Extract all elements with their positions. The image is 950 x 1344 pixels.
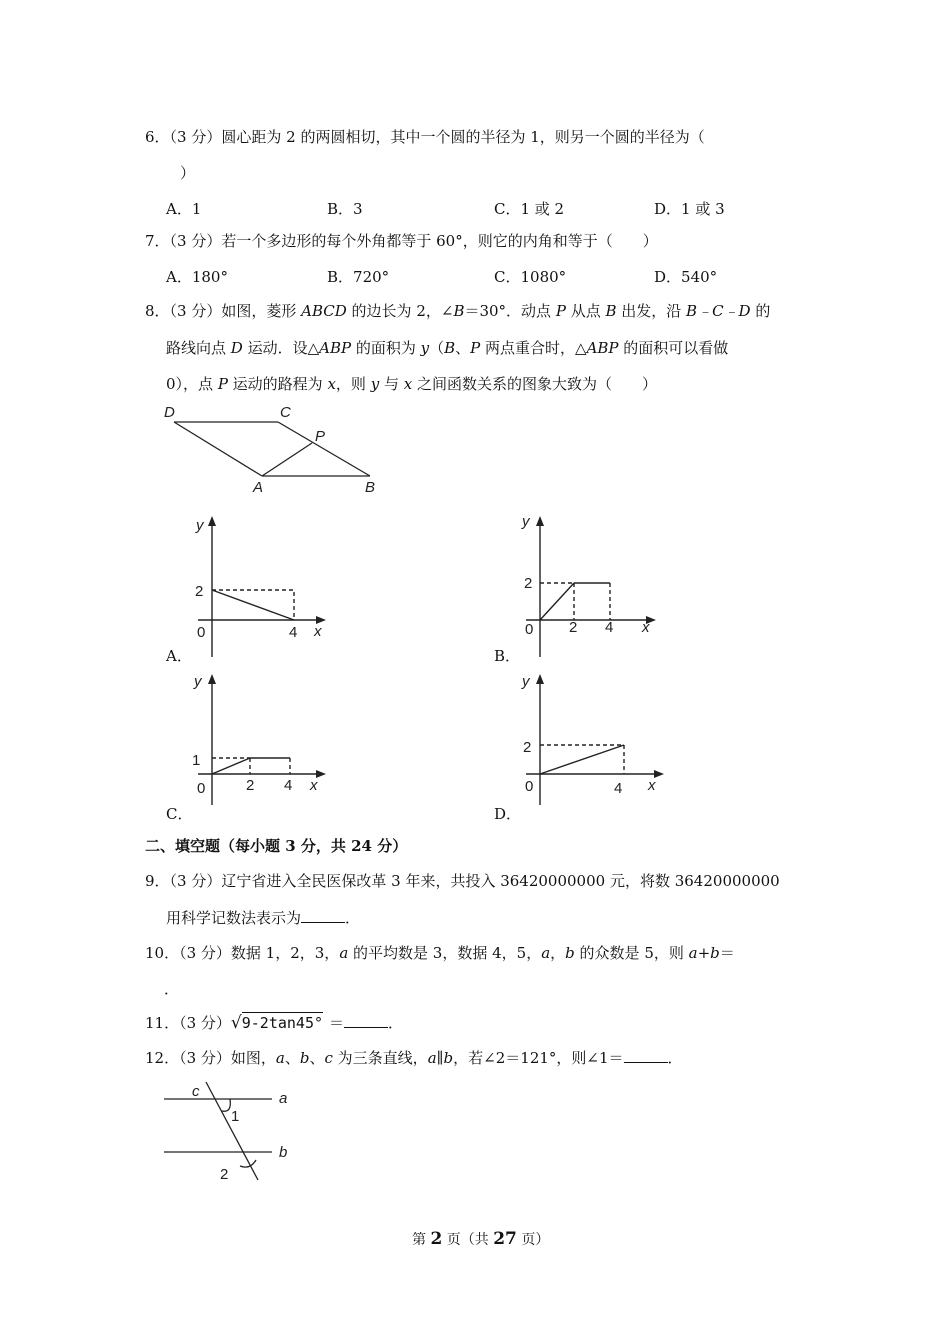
y-label: y	[522, 513, 530, 530]
var: a+b	[688, 944, 720, 962]
angle-2-label: 2	[220, 1166, 229, 1183]
radical-expression: 9-2tan45°	[241, 1014, 324, 1032]
label-a: A	[253, 479, 264, 496]
total-pages: 27	[493, 1229, 517, 1249]
q6-option-b: B．3	[327, 200, 363, 218]
q8-text: 从点	[565, 302, 606, 320]
q10-text: （3 分）数据 1，2，3，	[179, 944, 340, 962]
q9-end: ．	[345, 909, 361, 927]
var: a	[275, 1049, 285, 1067]
q8-text: 运动的路程为	[227, 375, 328, 393]
q8-text: 的	[750, 302, 771, 320]
label-b: b	[279, 1144, 288, 1161]
q8-text: 运动．设△	[242, 339, 320, 357]
var: c	[324, 1049, 333, 1067]
q11-text: ＝	[329, 1014, 345, 1032]
q7-option-a: A．180°	[166, 268, 228, 286]
graph-option-a: A．	[166, 647, 192, 665]
q10-line	[145, 943, 735, 963]
q8-text: 之间函数关系的图象大致为（ ）	[412, 375, 657, 393]
q10-text: 的平均数是 3，数据 4，5，	[348, 944, 542, 962]
origin-label: 0	[197, 780, 206, 797]
q8-text: 出发，沿	[616, 302, 687, 320]
q9-line1	[145, 871, 780, 891]
footer-text: 页）	[516, 1232, 550, 1248]
tick-2x: 2	[569, 619, 578, 636]
var: x	[327, 375, 336, 393]
footer-text: 第	[412, 1232, 431, 1248]
q12-end: ．	[667, 1049, 683, 1067]
tick-2: 2	[246, 777, 255, 794]
graph-b	[518, 512, 668, 662]
q11-line	[145, 1013, 403, 1033]
rhombus-figure	[160, 403, 390, 495]
var: B﹣C﹣D	[686, 302, 751, 320]
q12-text: （3 分）如图，	[179, 1049, 276, 1067]
var: B	[453, 302, 465, 320]
q9-text: 用科学记数法表示为	[166, 909, 302, 927]
var: b	[565, 944, 575, 962]
q8-line3	[166, 374, 657, 394]
y-label: y	[196, 517, 204, 534]
q10-number: 10．	[145, 944, 180, 962]
q8-text: 的面积为	[351, 339, 421, 357]
var: b	[299, 1049, 310, 1067]
q6-line1	[145, 127, 705, 147]
q8-text: 路线向点	[166, 339, 231, 357]
footer-text: 页（共	[442, 1232, 494, 1248]
q8-text: 两点重合时，△	[480, 339, 587, 357]
label-c: c	[192, 1083, 200, 1100]
q10-end: ．	[164, 980, 180, 998]
q8-line2	[166, 338, 728, 358]
origin-label: 0	[525, 778, 534, 795]
x-label: x	[648, 777, 656, 794]
x-label: x	[314, 623, 322, 640]
parallel-lines-figure	[160, 1080, 310, 1185]
var: y	[420, 339, 430, 357]
page-footer	[412, 1229, 549, 1250]
q8-text: ，则	[335, 375, 371, 393]
var: x	[403, 375, 413, 393]
label-c: C	[280, 404, 291, 421]
q8-text: （3 分）如图，菱形	[169, 302, 302, 320]
var: P	[217, 375, 228, 393]
q8-text: 、	[455, 339, 471, 357]
q12-number: 12．	[145, 1049, 180, 1067]
label-d: D	[164, 404, 175, 421]
q8-line1	[145, 301, 770, 321]
graph-d	[518, 670, 678, 810]
q8-text: 与	[379, 375, 404, 393]
q8-number: 8．	[145, 302, 170, 320]
angle-1-label: 1	[231, 1108, 240, 1125]
q6-option-c: C．1 或 2	[494, 200, 565, 218]
q9-line2	[166, 908, 360, 928]
x-label: x	[642, 619, 650, 636]
var: a∥b	[427, 1049, 454, 1067]
q9-number: 9．	[145, 872, 170, 890]
x-label: x	[310, 777, 318, 794]
q6-option-a: A．1	[166, 200, 202, 218]
q6-close: ）	[180, 164, 196, 182]
tick-2: 2	[524, 575, 533, 592]
section-heading: 二、填空题（每小题 3 分，共 24 分）	[145, 837, 408, 855]
y-label: y	[194, 673, 202, 690]
label-p: P	[315, 428, 326, 445]
label-a: a	[279, 1090, 288, 1107]
page-number: 2	[430, 1229, 443, 1249]
q12-text: 为三条直线，	[332, 1049, 428, 1067]
q8-text: 0），点	[166, 375, 218, 393]
q6-option-d: D．1 或 3	[654, 200, 725, 218]
var: B	[605, 302, 617, 320]
q8-text: 的边长为 2，∠	[346, 302, 454, 320]
q12-text: 、	[309, 1049, 325, 1067]
graph-option-b: B．	[494, 647, 521, 665]
q7-option-b: B．720°	[327, 268, 390, 286]
q7-line	[145, 231, 658, 251]
q7-option-d: D．540°	[654, 268, 718, 286]
q12-text: 、	[284, 1049, 300, 1067]
var: P	[470, 339, 481, 357]
q7-number: 7．	[145, 232, 170, 250]
var: ABCD	[301, 302, 347, 320]
tick-1: 1	[192, 752, 201, 769]
var: ABP	[319, 339, 352, 357]
q6-number: 6．	[145, 128, 170, 146]
var: a	[541, 944, 551, 962]
var: P	[555, 302, 566, 320]
q12-line	[145, 1048, 683, 1068]
var: B	[444, 339, 456, 357]
origin-label: 0	[525, 621, 534, 638]
answer-blank[interactable]	[624, 1048, 668, 1063]
q11-number: 11．	[145, 1014, 180, 1032]
q7-text: （3 分）若一个多边形的每个外角都等于 60°，则它的内角和等于（ ）	[169, 232, 658, 250]
q8-text: ＝30°．动点	[464, 302, 556, 320]
q11-text: （3 分）	[179, 1014, 231, 1032]
q6-text: （3 分）圆心距为 2 的两圆相切，其中一个圆的半径为 1，则另一个圆的半径为（	[169, 128, 705, 146]
answer-blank[interactable]	[301, 908, 345, 923]
tick-4: 4	[289, 624, 298, 641]
var: a	[339, 944, 349, 962]
graph-c	[190, 670, 340, 810]
q10-text: ＝	[719, 944, 735, 962]
q12-text: ，若∠2＝121°，则∠1＝	[453, 1049, 624, 1067]
var: D	[230, 339, 243, 357]
origin-label: 0	[197, 624, 206, 641]
q8-text: （	[429, 339, 445, 357]
q10-text: ，	[550, 944, 566, 962]
graph-option-c: C．	[166, 805, 193, 823]
label-b: B	[365, 479, 376, 496]
tick-4: 4	[614, 780, 623, 797]
graph-option-d: D．	[494, 805, 522, 823]
q11-end: ．	[388, 1014, 404, 1032]
answer-blank[interactable]	[344, 1013, 388, 1028]
q7-option-c: C．1080°	[494, 268, 567, 286]
tick-2: 2	[195, 583, 204, 600]
q8-text: 的面积可以看做	[618, 339, 729, 357]
tick-2: 2	[523, 739, 532, 756]
tick-4: 4	[284, 777, 293, 794]
radical-sign: √	[230, 1013, 242, 1033]
var: y	[370, 375, 380, 393]
q9-text: （3 分）辽宁省进入全民医保改革 3 年来，共投入 36420000000 元，将数 36420000000	[169, 872, 780, 890]
y-label: y	[522, 673, 530, 690]
var: ABP	[586, 339, 619, 357]
q10-text: 的众数是 5，则	[574, 944, 689, 962]
tick-4: 4	[605, 619, 614, 636]
graph-a	[190, 512, 340, 662]
